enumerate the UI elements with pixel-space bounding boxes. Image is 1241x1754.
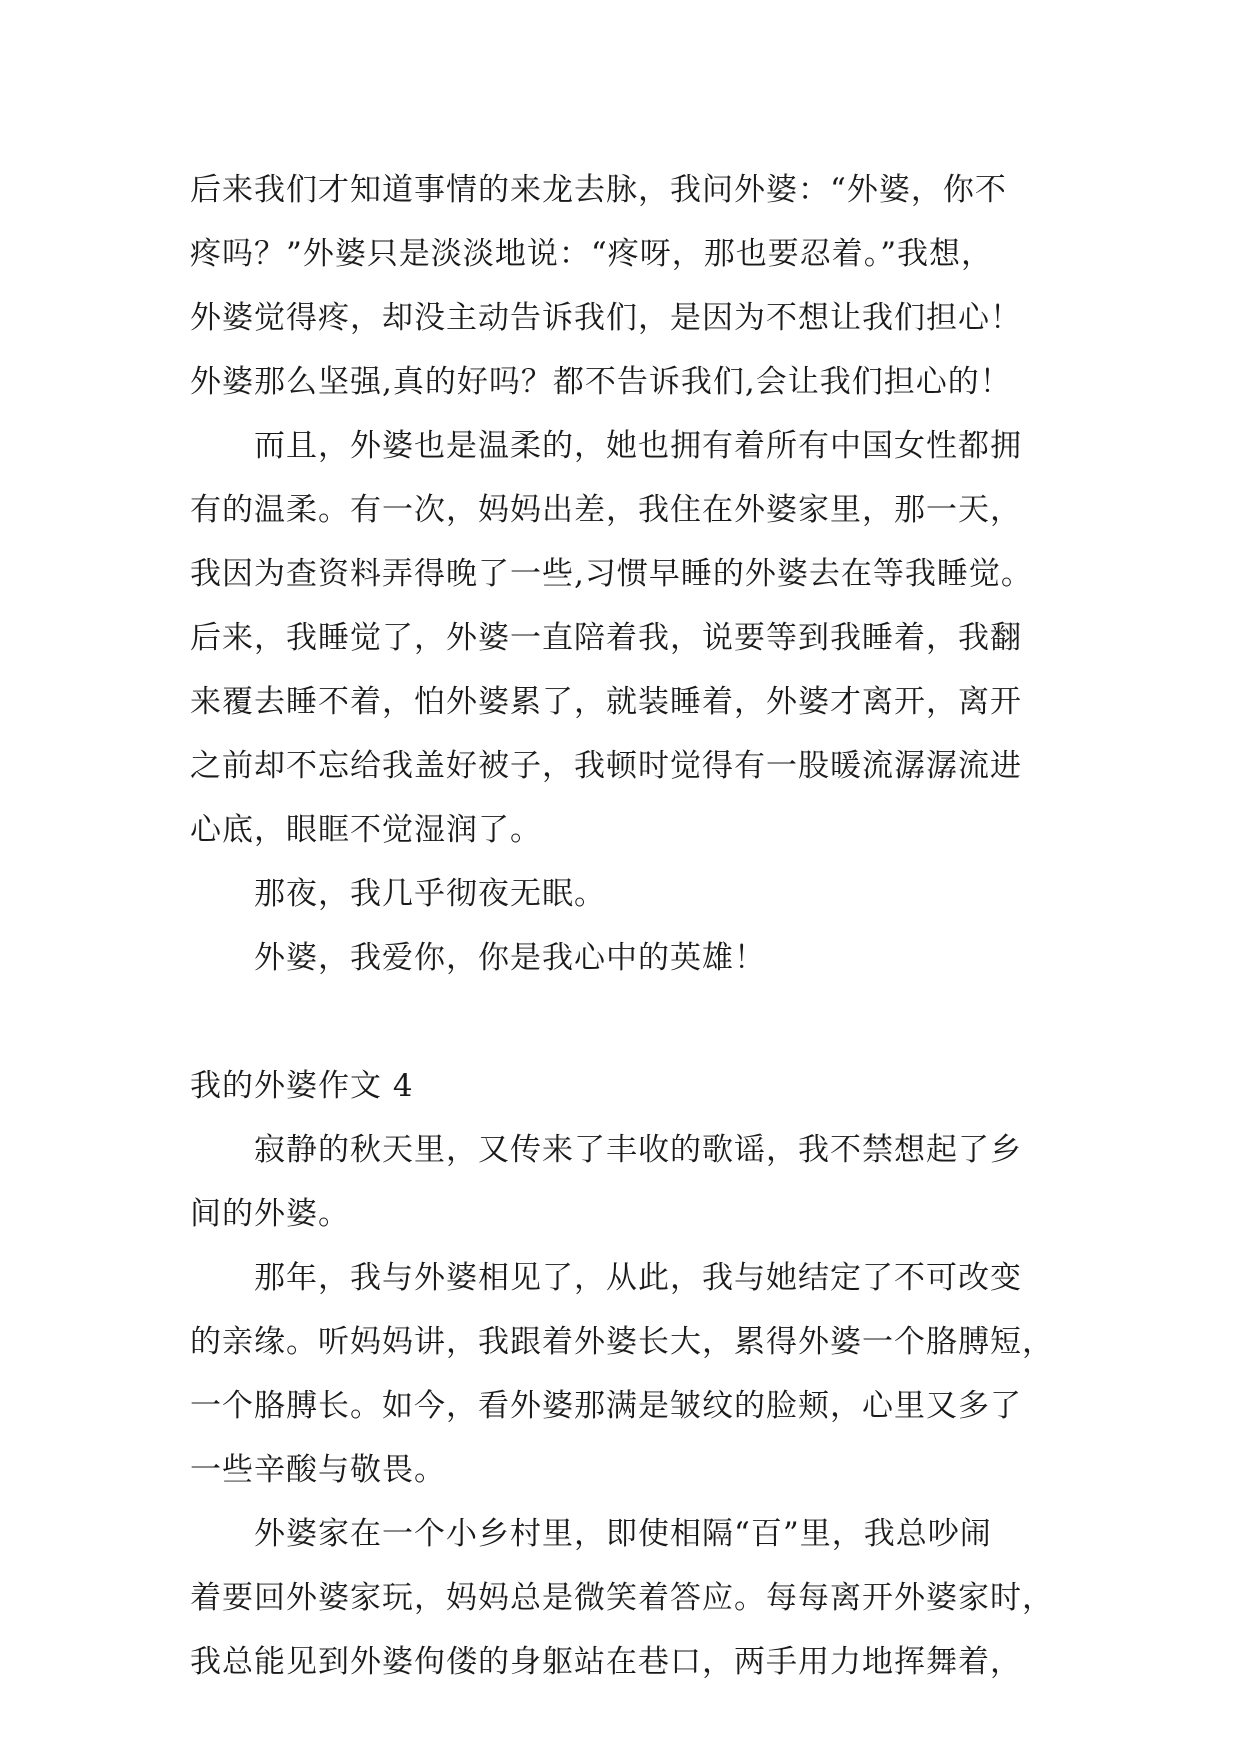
section-title: 我的外婆作文 4	[190, 1068, 414, 1104]
text-line: 外婆那么坚强,真的好吗？都不告诉我们,会让我们担心的！	[190, 364, 1012, 400]
paragraph-first-line: 那年，我与外婆相见了，从此，我与她结定了不可改变	[254, 1260, 1022, 1296]
text-line: 的亲缘。听妈妈讲，我跟着外婆长大，累得外婆一个胳膊短，	[190, 1324, 1054, 1360]
text-line: 后来我们才知道事情的来龙去脉，我问外婆：“外婆，你不	[190, 172, 1007, 208]
paragraph-first-line: 外婆，我爱你，你是我心中的英雄！	[254, 940, 766, 976]
text-line: 疼吗？”外婆只是淡淡地说：“疼呀，那也要忍着。”我想，	[190, 236, 994, 272]
text-line: 一些辛酸与敬畏。	[190, 1452, 446, 1488]
paragraph-first-line: 寂静的秋天里，又传来了丰收的歌谣，我不禁想起了乡	[254, 1132, 1022, 1168]
text-line: 外婆觉得疼，却没主动告诉我们，是因为不想让我们担心！	[190, 300, 1022, 336]
text-line: 间的外婆。	[190, 1196, 350, 1232]
text-line: 我总能见到外婆佝偻的身躯站在巷口，两手用力地挥舞着，	[190, 1644, 1022, 1680]
paragraph-first-line: 那夜，我几乎彻夜无眠。	[254, 876, 606, 912]
paragraph-first-line: 外婆家在一个小乡村里，即使相隔“百”里，我总吵闹	[254, 1516, 992, 1552]
text-line: 着要回外婆家玩，妈妈总是微笑着答应。每每离开外婆家时，	[190, 1580, 1054, 1616]
text-line: 来覆去睡不着，怕外婆累了，就装睡着，外婆才离开，离开	[190, 684, 1022, 720]
text-line: 我因为查资料弄得晚了一些,习惯早睡的外婆去在等我睡觉。	[190, 556, 1033, 592]
paragraph-first-line: 而且，外婆也是温柔的，她也拥有着所有中国女性都拥	[254, 428, 1022, 464]
text-line: 一个胳膊长。如今，看外婆那满是皱纹的脸颊，心里又多了	[190, 1388, 1022, 1424]
text-line: 有的温柔。有一次，妈妈出差，我住在外婆家里，那一天，	[190, 492, 1022, 528]
text-line: 心底，眼眶不觉湿润了。	[190, 812, 542, 848]
text-line: 后来，我睡觉了，外婆一直陪着我，说要等到我睡着，我翻	[190, 620, 1022, 656]
text-line: 之前却不忘给我盖好被子，我顿时觉得有一股暖流潺潺流进	[190, 748, 1022, 784]
